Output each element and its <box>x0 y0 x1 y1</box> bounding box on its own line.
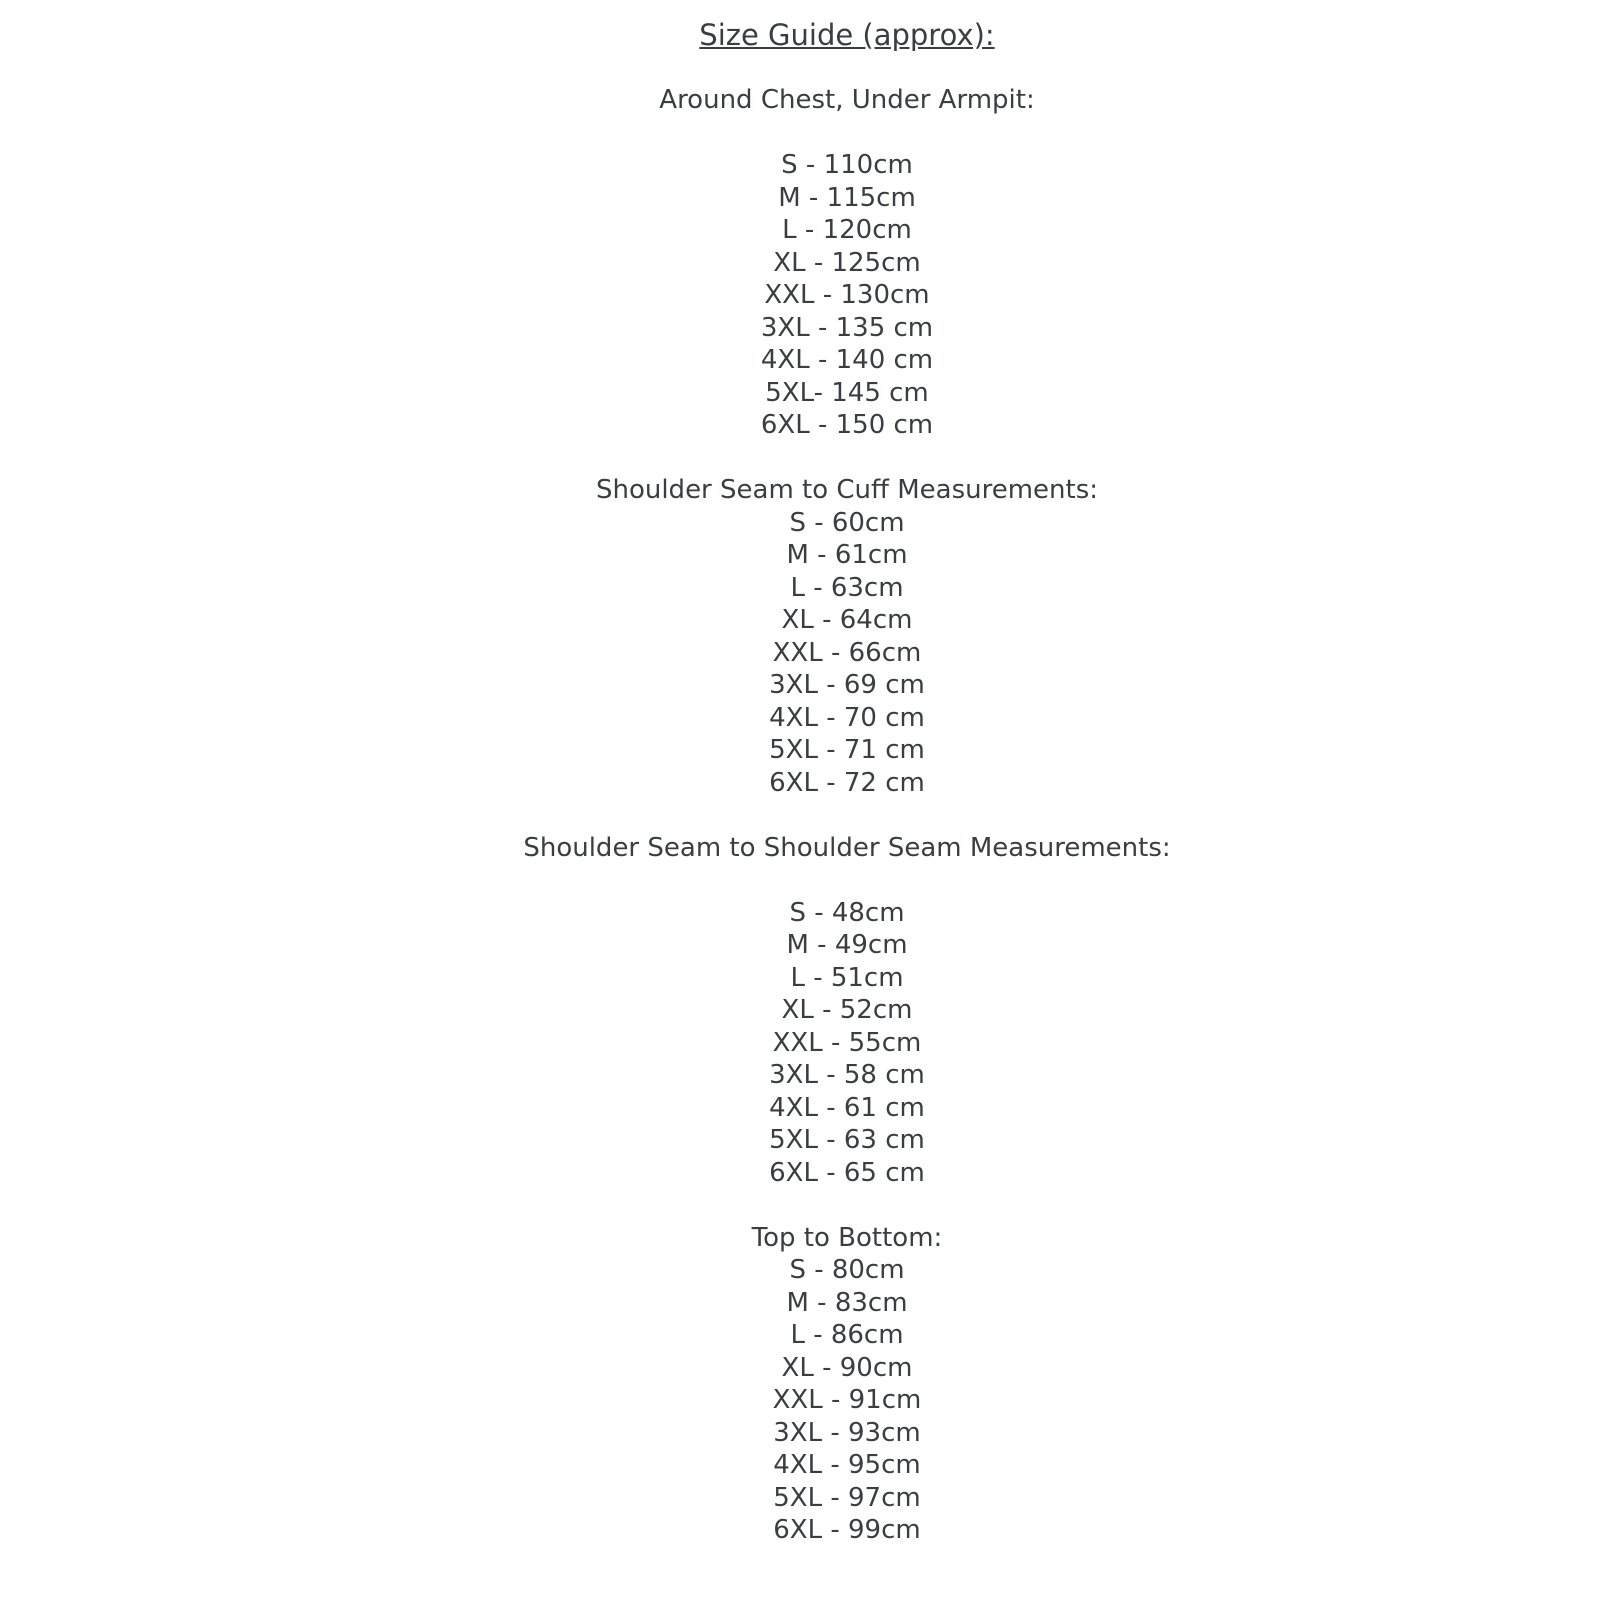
size-measurement: XXL - 130cm <box>764 280 930 310</box>
size-measurement: 3XL - 58 cm <box>769 1060 925 1090</box>
size-measurement: M - 115cm <box>778 182 916 213</box>
size-section <box>94 474 1600 799</box>
size-measurement: M - 83cm <box>786 1287 908 1318</box>
size-measurement: L - 86cm <box>790 1320 904 1350</box>
measurement-list <box>94 507 1600 800</box>
size-measurement: 6XL - 150 cm <box>760 410 934 440</box>
measurement-list <box>94 897 1600 1190</box>
size-measurement: 4XL - 61 cm <box>769 1092 925 1123</box>
size-measurement: 4XL - 70 cm <box>769 702 925 733</box>
page-title: Size Guide (approx): <box>699 18 995 52</box>
size-measurement: XL - 52cm <box>781 995 913 1025</box>
size-section <box>94 832 1600 1190</box>
size-measurement: 5XL - 63 cm <box>769 1125 925 1155</box>
size-measurement: XXL - 55cm <box>772 1027 922 1058</box>
size-measurement: S - 60cm <box>789 507 905 538</box>
size-measurement: 5XL - 97cm <box>773 1482 921 1513</box>
size-measurement: 4XL - 95cm <box>773 1450 921 1480</box>
size-measurement: M - 61cm <box>786 540 908 570</box>
size-measurement: 3XL - 93cm <box>773 1417 921 1448</box>
measurement-list <box>94 149 1600 442</box>
size-measurement: 3XL - 69 cm <box>769 670 925 700</box>
section-heading: Shoulder Seam to Shoulder Seam Measurements: <box>523 832 1171 863</box>
section-heading: Around Chest, Under Armpit: <box>659 85 1035 115</box>
size-measurement: S - 48cm <box>789 897 905 928</box>
size-section <box>94 84 1600 442</box>
size-measurement: 6XL - 99cm <box>773 1515 921 1545</box>
section-heading: Top to Bottom: <box>751 1222 943 1253</box>
size-measurement: S - 80cm <box>789 1255 905 1285</box>
size-measurement: 6XL - 65 cm <box>769 1157 925 1188</box>
size-measurement: XL - 64cm <box>781 605 913 635</box>
size-measurement: 5XL - 71 cm <box>769 735 925 765</box>
size-section <box>94 1222 1600 1547</box>
size-measurement: 5XL- 145 cm <box>765 377 929 408</box>
size-measurement: XL - 125cm <box>773 247 921 278</box>
size-measurement: 6XL - 72 cm <box>769 767 925 798</box>
size-measurement: L - 63cm <box>790 572 904 603</box>
size-measurement: 3XL - 135 cm <box>760 312 934 343</box>
size-measurement: XL - 90cm <box>781 1352 913 1383</box>
size-measurement: L - 120cm <box>782 215 912 245</box>
measurement-list <box>94 1254 1600 1547</box>
size-measurement: L - 51cm <box>790 962 904 993</box>
size-measurement: M - 49cm <box>786 930 908 960</box>
size-measurement: 4XL - 140 cm <box>760 345 934 375</box>
size-measurement: XXL - 66cm <box>772 637 922 668</box>
section-heading: Shoulder Seam to Cuff Measurements: <box>595 475 1099 505</box>
size-measurement: S - 110cm <box>781 150 913 180</box>
size-measurement: XXL - 91cm <box>772 1385 922 1415</box>
size-sections <box>94 84 1600 1547</box>
